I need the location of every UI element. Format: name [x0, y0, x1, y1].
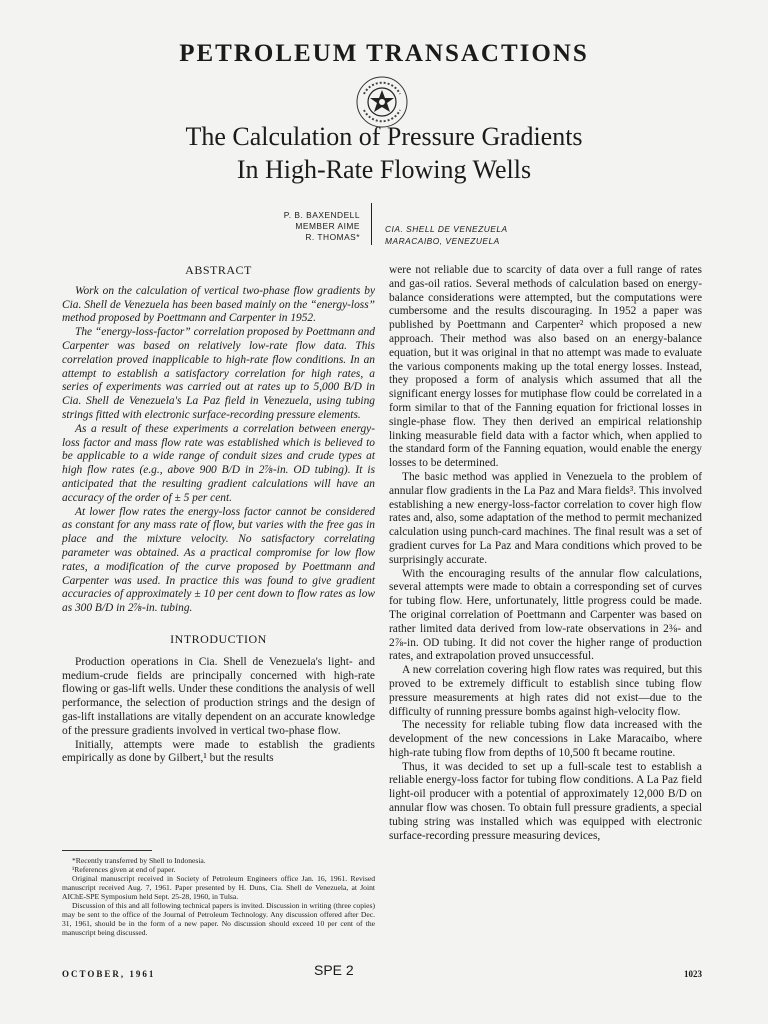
footnote: *Recently transferred by Shell to Indonesia. [72, 856, 206, 865]
abstract-paragraph: At lower flow rates the energy-loss factor cannot be considered as constant for any mass rate of flow, but varies with the free gas in place and the mixture velocity. No satisfactory correlating parameter was obtained. As a practical compromise for low flow rates, a modification of the curve proposed by Poettmann and Carpenter was used. In practice this was found to give gradient accuracies of approximately ± 10 per cent down to flow rates as low as 300 B/D in 2⅞-in. tubing. [62, 505, 375, 615]
abstract-body [62, 285, 375, 616]
paper-title-line-1: The Calculation of Pressure Gradients [185, 122, 583, 151]
footer-date: OCTOBER, 1961 [62, 969, 156, 979]
affiliation-company: CIA. SHELL DE VENEZUELA [385, 224, 508, 234]
body-paragraph: Production operations in Cia. Shell de Venezuela's light- and medium-crude fields are principally concerned with high-rate flowing or gas-lift wells. Under these conditions the analysis of well performance, the selection of production strings and the design of gas-lift installations are vitally dependent on an accurate knowledge of the pressure gradients involved in vertical two-phase flow. [62, 655, 375, 737]
footnote-divider [62, 850, 152, 851]
body-paragraph: Initially, attempts were made to establish the gradients empirically as done by Gilbert,¹ but the results [62, 738, 375, 765]
author-name: R. THOMAS* [305, 232, 360, 242]
abstract-paragraph: Work on the calculation of vertical two-phase flow gradients by Cia. Shell de Venezuela has been based mainly on the “energy-loss” method proposed by Poettmann and Carpenter in 1952. [62, 284, 375, 325]
abstract-paragraph: As a result of these experiments a correlation between energy-loss factor and mass flow rate was established which is believed to be applicable to a wide range of conduit sizes and crude types at high flow rates (e.g., above 900 B/D in 2⅞-in. OD tubing). It is anticipated that the resulting gradient calculations will have an accuracy of the order of ± 5 per cent. [62, 422, 375, 504]
journal-title: PETROLEUM TRANSACTIONS [179, 40, 589, 67]
affiliation-location: MARACAIBO, VENEZUELA [385, 236, 500, 246]
footnotes [62, 856, 375, 937]
paper-title-line-2: In High-Rate Flowing Wells [236, 155, 532, 184]
author-block [210, 210, 360, 243]
footnote: ¹References given at end of paper. [72, 865, 176, 874]
affiliation-block [385, 223, 585, 247]
abstract-heading: ABSTRACT [185, 263, 252, 277]
author-name: P. B. BAXENDELL [283, 210, 360, 220]
right-column [389, 264, 702, 843]
introduction-body [62, 656, 375, 766]
body-paragraph: were not reliable due to scarcity of data over a full range of rates and gas-oil ratios. Several methods of calculation based on energy-balance considerations were attempted, but the computations were cumbersome and the results discouraging. In 1952 a paper was published by Poettmann and Carpenter² which proposed a new approach. Their method was also based on an energy-balance equation, but it was original in that no attempt was made to evaluate the various components making up the total energy losses. Instead, they proposed a form of analysis which assumed that all the significant energy losses for mutiphase flow could be correlated in a form similar to that of the Fanning equation for frictional losses in single-phase flow. They then derived an empirical relationship linking measurable field data with a factor which, when applied to the standard form of the Fanning equation, would enable the energy losses to be determined. [389, 264, 702, 470]
author-membership: MEMBER AIME [295, 221, 360, 231]
abstract-paragraph: The “energy-loss-factor” correlation proposed by Poettmann and Carpenter was based on relatively low-rate flow data. This correlation proved inapplicable to high-rate flow conditions. In an attempt to establish a satisfactory correlation for high rates, a series of experiments was carried out at rates up to 5,000 B/D in Cia. Shell de Venezuela's La Paz field in Venezuela, using tubing strings fitted with electronic surface-recording pressure elements. [62, 326, 375, 421]
introduction-heading: INTRODUCTION [170, 631, 267, 646]
body-paragraph: Thus, it was decided to set up a full-scale test to establish a reliable energy-loss factor for tubing flow conditions. A La Paz field light-oil producer with a potential of approximately 12,000 B/D on annular flow was chosen. To obtain full pressure gradients, a special tubing string was installed which was equipped with electronic surface-recording pressure measuring devices, [389, 760, 702, 842]
page-number: 1023 [684, 969, 702, 979]
paper-title [0, 120, 768, 186]
footnote: Original manuscript received in Society of Petroleum Engineers office Jan. 16, 1961. Revised manuscript received Aug. 7, 1961. Paper presented by H. Duns, Cia. Shell de Venezuela, at Joint AIChE-SPE Symposium held Sept. 25-28, 1960, in Tulsa. [62, 874, 375, 901]
left-column [62, 264, 375, 766]
footer-paper-id: SPE 2 [314, 962, 354, 978]
body-paragraph: The basic method was applied in Venezuela to the problem of annular flow gradients in the La Paz and Mara fields³. This involved establishing a new energy-loss-factor correlation to cover high flow rates and, also, some adaptation of the method to permit mechanized calculation using punch-card machines. The final result was a set of gradient curves for La Paz and Mara conditions which proved to be surprisingly accurate. [389, 470, 702, 566]
footnote: Discussion of this and all following technical papers is invited. Discussion in writing (three copies) may be sent to the office of the Journal of Petroleum Technology. Any discussion offered after Dec. 31, 1961, should be in the form of a new paper. No discussion should exceed 10 per cent of the manuscript being discussed. [62, 901, 375, 937]
body-paragraph: The necessity for reliable tubing flow data increased with the development of the new concessions in Lake Maracaibo, where high-rate tubing flow from depths of 10,500 ft became routine. [389, 719, 702, 759]
body-paragraph: With the encouraging results of the annular flow calculations, several attempts were made to obtain a corresponding set of curves for tubing flow. Here, unfortunately, little progress could be made. The original correlation of Poettmann and Carpenter was based on rather limited data derived from low-rate observations in 2⅜- and 2⅞-in. OD tubing. It did not cover the higher range of production rates, and extrapolation proved unsuccessful. [389, 567, 702, 663]
body-paragraph: A new correlation covering high flow rates was required, but this proved to be extremely difficult to establish since tubing flow pressure measurements at high rates did not exist—due to the difficulty of running pressure bombs against high-velocity flow. [389, 664, 702, 718]
author-divider [371, 203, 372, 245]
